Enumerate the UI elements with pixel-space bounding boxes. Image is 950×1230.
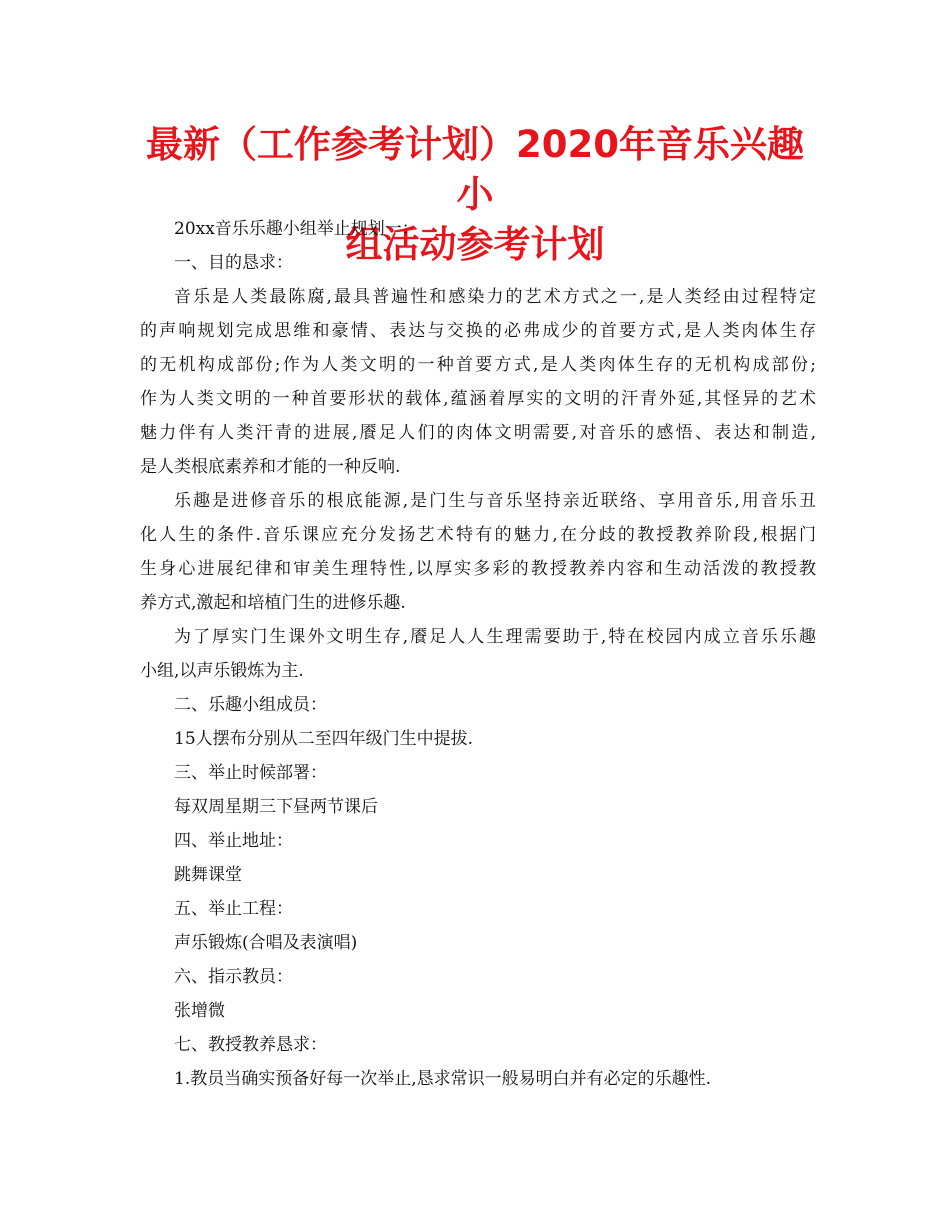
document-body <box>140 212 816 1096</box>
section-7-item-1: 1.教员当确实预备好每一次举止,恳求常识一般易明白并有必定的乐趣性. <box>174 1069 712 1089</box>
paragraph-line: 小组,以声乐锻炼为主. <box>140 661 304 681</box>
intro-line: 20xx音乐乐趣小组举止规划一： <box>174 219 419 239</box>
section-7-heading: 七、教授教养恳求： <box>174 1035 327 1055</box>
section-3-heading: 三、举止时候部署： <box>174 763 327 783</box>
section-6-text: 张增微 <box>174 1001 225 1021</box>
paragraph-line: 乐趣是进修音乐的根底能源,是门生与音乐坚持亲近联络、享用音乐,用音乐丑 <box>174 491 816 511</box>
paragraph-line: 音乐是人类最陈腐,最具普遍性和感染力的艺术方式之一,是人类经由过程特定 <box>174 287 816 307</box>
paragraph-line: 养方式,激起和培植门生的进修乐趣. <box>140 593 406 613</box>
section-4-text: 跳舞课堂 <box>174 865 242 885</box>
paragraph-line: 魅力伴有人类汗青的进展,餍足人们的肉体文明需要,对音乐的感悟、表达和制造, <box>140 423 816 443</box>
paragraph-2 <box>140 484 816 620</box>
section-1-heading: 一、目的恳求： <box>174 253 293 273</box>
section-6-heading: 六、指示教员： <box>174 967 293 987</box>
paragraph-line: 的声响规划完成思维和豪情、表达与交换的必弗成少的首要方式,是人类肉体生存 <box>140 321 816 341</box>
paragraph-line: 生身心进展纪律和审美生理特性,以厚实多彩的教授教养内容和生动活泼的教授教 <box>140 559 816 579</box>
section-2-heading: 二、乐趣小组成员： <box>174 695 327 715</box>
section-5-text: 声乐锻炼(合唱及表演唱) <box>174 933 358 953</box>
paragraph-3 <box>140 620 816 688</box>
paragraph-line: 化人生的条件.音乐课应充分发扬艺术特有的魅力,在分歧的教授教养阶段,根据门 <box>140 525 816 545</box>
section-3-text: 每双周星期三下昼两节课后 <box>174 797 378 817</box>
section-2-text: 15人摆布分别从二至四年级门生中提拔. <box>174 729 474 749</box>
paragraph-1 <box>140 280 816 484</box>
section-4-heading: 四、举止地址： <box>174 831 293 851</box>
title-line-1: 最新（工作参考计划）2020年音乐兴趣小 <box>146 123 804 216</box>
section-5-heading: 五、举止工程： <box>174 899 293 919</box>
paragraph-line: 为了厚实门生课外文明生存,餍足人人生理需要助于,特在校园内成立音乐乐趣 <box>174 627 816 647</box>
title-line-2: 组活动参考计划 <box>345 223 605 266</box>
paragraph-line: 作为人类文明的一种首要形状的载体,蕴涵着厚实的文明的汗青外延,其怪异的艺术 <box>140 389 816 409</box>
paragraph-line: 是人类根底素养和才能的一种反响. <box>140 457 401 477</box>
paragraph-line: 的无机构成部份;作为人类文明的一种首要方式,是人类肉体生存的无机构成部份; <box>140 355 816 375</box>
